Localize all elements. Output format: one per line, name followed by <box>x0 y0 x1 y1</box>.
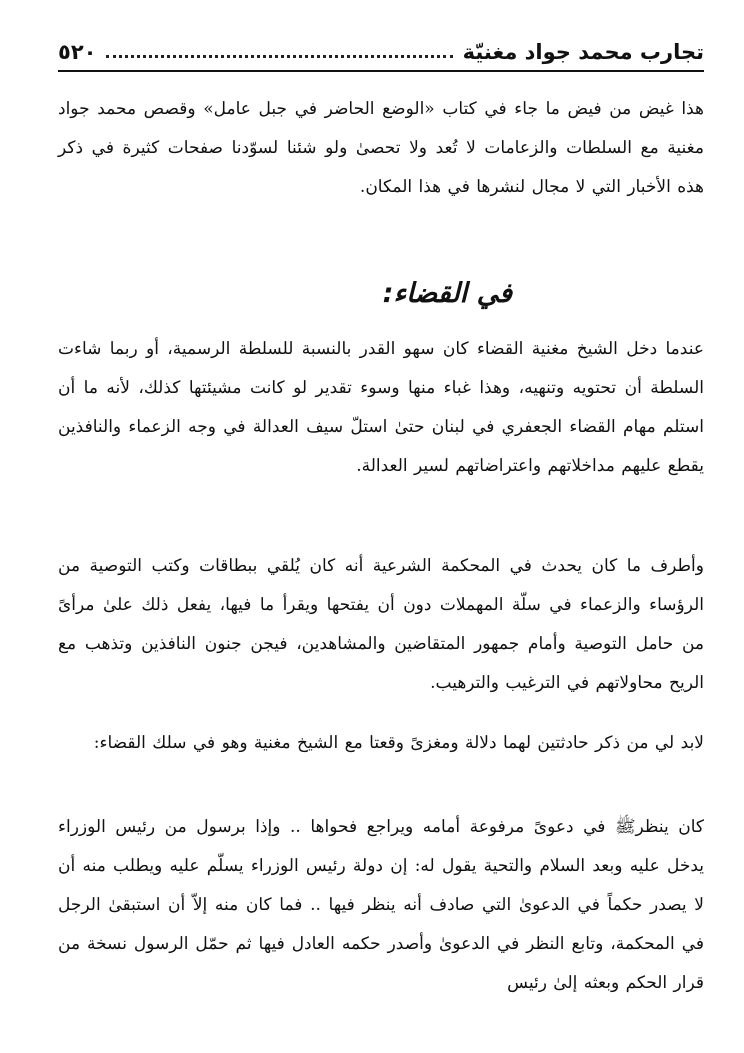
book-title: تجارب محمد جواد مغنيّة <box>462 40 704 64</box>
paragraph-judiciary-entry: عندما دخل الشيخ مغنية القضاء كان سهو القدر بالنسبة للسلطة الرسمية، أو ربما شاءت السلطة أن تحتويه وتنهيه، وهذا غباء منها وسوء تقدير لو كانت مشيئتها كذلك، لأنه ما أن استلم مهام القضاء الجعفري في لبنان حتىٰ استلّ سيف العدالة في وجه الزعماء والنافذين يقطع عليهم مداخلاتهم واعتراضاتهم لسير العدالة. <box>58 339 704 476</box>
section-heading: في القضاء: <box>382 278 512 309</box>
paragraph-intro: هذا غيض من فيض ما جاء في كتاب «الوضع الحاضر في جبل عامل» وقصص محمد جواد مغنية مع السلطات والزعامات لا تُعد ولا تحصىٰ ولو شئنا لسوّدنا صفحات كثيرة في ذكر هذه الأخبار التي لا مجال لنشرها في هذا المكان. <box>58 99 704 197</box>
paragraph-recommendations: وأطرف ما كان يحدث في المحكمة الشرعية أنه كان يُلقي ببطاقات وكتب التوصية من الرؤساء والزعماء في سلّة المهملات دون أن يفتحها ويقرأ ما فيها، يفعل ذلك علىٰ مرأىً من حامل التوصية وأمام جمهور المتقاضين والمشاهدين، فيجن جنون النافذين وتذهب مع الريح محاولاتهم في الترغيب والترهيب. <box>58 556 704 693</box>
running-header <box>58 34 704 72</box>
page-number: ٥٢٠ <box>58 40 97 64</box>
header-dot-leader <box>106 55 452 58</box>
paragraph-first-incident: كان ينظر‏‎ﷺ‎ في دعوىً مرفوعة أمامه ويراجع فحواها .. وإذا برسول من رئيس الوزراء يدخل عليه وبعد السلام والتحية يقول له: إن دولة رئيس الوزراء يسلّم عليه ويطلب منه أن لا يصدر حكماً في الدعوىٰ التي صادف أنه ينظر فيها .. فما كان منه إلاّ أن استبقىٰ الرجل في المحكمة، وتابع النظر في الدعوىٰ وأصدر حكمه العادل فيها ثم حمّل الرسول نسخة من قرار الحكم وبعثه إلىٰ رئيس <box>58 817 705 993</box>
paragraph-two-incidents: لابد لي من ذكر حادثتين لهما دلالة ومغزىً وقعتا مع الشيخ مغنية وهو في سلك القضاء: <box>93 733 704 753</box>
